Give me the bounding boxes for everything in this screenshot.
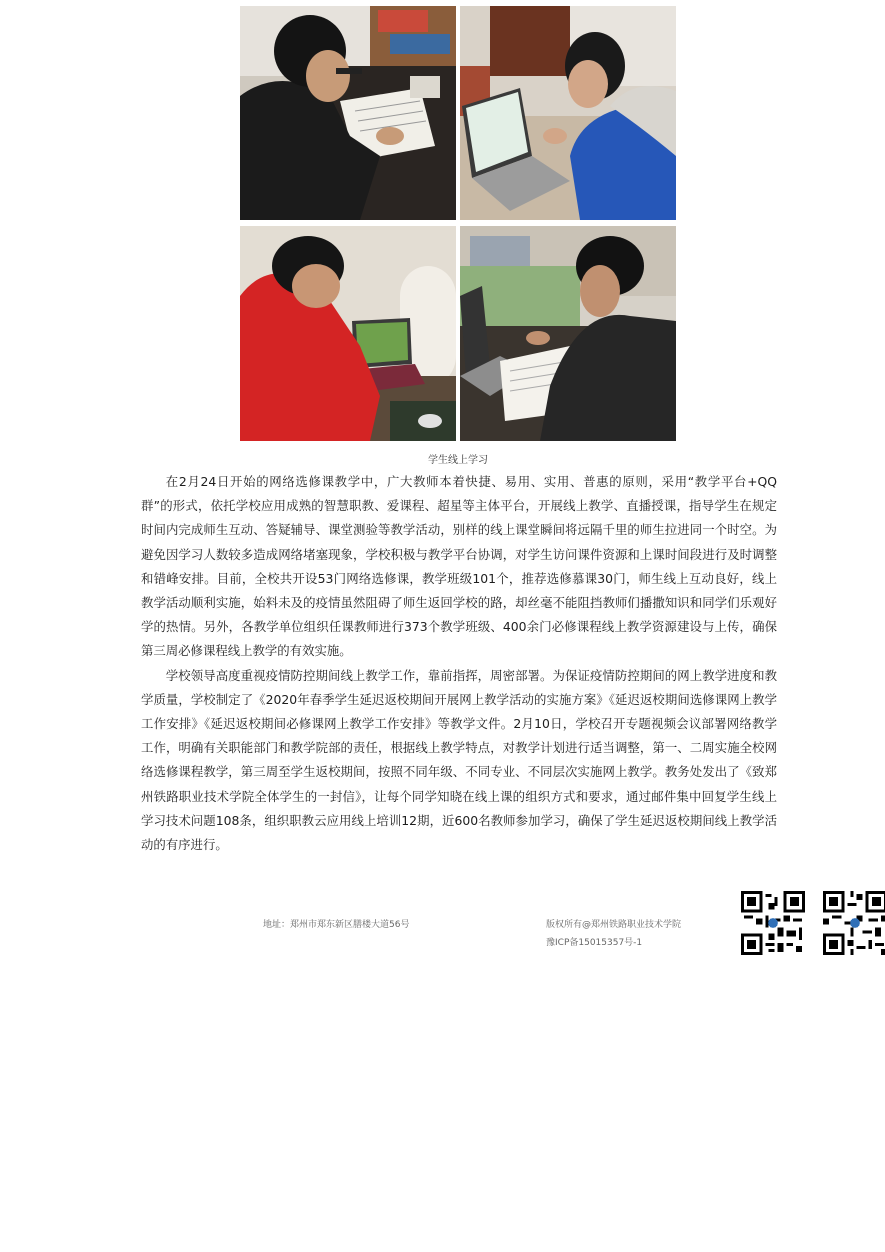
weibo-qr-code bbox=[823, 890, 885, 956]
qr-code-icon bbox=[823, 890, 885, 956]
footer-copyright: 版权所有@郑州铁路职业技术学院 bbox=[546, 920, 682, 930]
qr-code-icon bbox=[741, 890, 805, 956]
photo-student-writing bbox=[240, 6, 456, 220]
article-body bbox=[141, 470, 777, 857]
article-paragraph-1: 在2月24日开始的网络选修课教学中，广大教师本着快捷、易用、实用、普惠的原则，采用“教学平台+QQ群”的形式，依托学校应用成熟的智慧职教、爱课程、超星等主体平台，开展线上教学、直播授课，指导学生在规定时间内完成师生互动、答疑辅导、课堂测验等教学活动，别样的线上课堂瞬间将远隔千里的师生拉进同一个时空。为避免因学习人数较多造成网络堵塞现象，学校积极与教学平台协调，对学生访问课件资源和上课时间段进行及时调整和错峰安排。目前，全校共开设53门网络选修课，教学班级101个，推荐选修慕课30门，师生线上互动良好，线上教学活动顺利实施，始料未及的疫情虽然阻碍了师生返回学校的路，却丝毫不能阻挡教师们播撒知识和同学们乐观好学的热情。另外，各教学单位组织任课教师进行373个教学班级、400余门必修课程线上教学资源建设与上传，确保第三周必修课程线上教学的有效实施。 bbox=[141, 474, 777, 659]
photo-student-laptop bbox=[460, 6, 676, 220]
footer-icp-link[interactable]: 豫ICP备15015357号-1 bbox=[546, 938, 643, 948]
photo-student-red-jacket bbox=[240, 226, 456, 441]
article-paragraph-2: 学校领导高度重视疫情防控期间线上教学工作，靠前指挥，周密部署。为保证疫情防控期间的网上教学进度和教学质量，学校制定了《2020年春季学生延迟返校期间开展网上教学活动的实施方案》《延迟返校期间选修课网上教学工作安排》《延迟返校期间必修课网上教学工作安排》等教学文件。2月10日，学校召开专题视频会议部署网络教学工作，明确有关职能部门和教学院部的责任，根据线上教学特点，对教学计划进行适当调整，第一、二周实施全校网络选修课程教学，第三周至学生返校期间，按照不同年级、不同专业、不同层次实施网上教学。教务处发出了《致郑州铁路职业技术学院全体学生的一封信》，让每个同学知晓在线上课的组织方式和要求，通过邮件集中回复学生线上学习技术问题108条，组织职教云应用线上培训12期，近600名教师参加学习，确保了学生延迟返校期间线上教学活动的有序进行。 bbox=[141, 667, 777, 853]
footer-address: 地址：郑州市郑东新区膳楼大道56号 bbox=[263, 920, 410, 930]
photo-caption: 学生线上学习 bbox=[428, 455, 488, 466]
wechat-qr-code bbox=[741, 890, 805, 956]
photo-student-worksheet bbox=[460, 226, 676, 441]
